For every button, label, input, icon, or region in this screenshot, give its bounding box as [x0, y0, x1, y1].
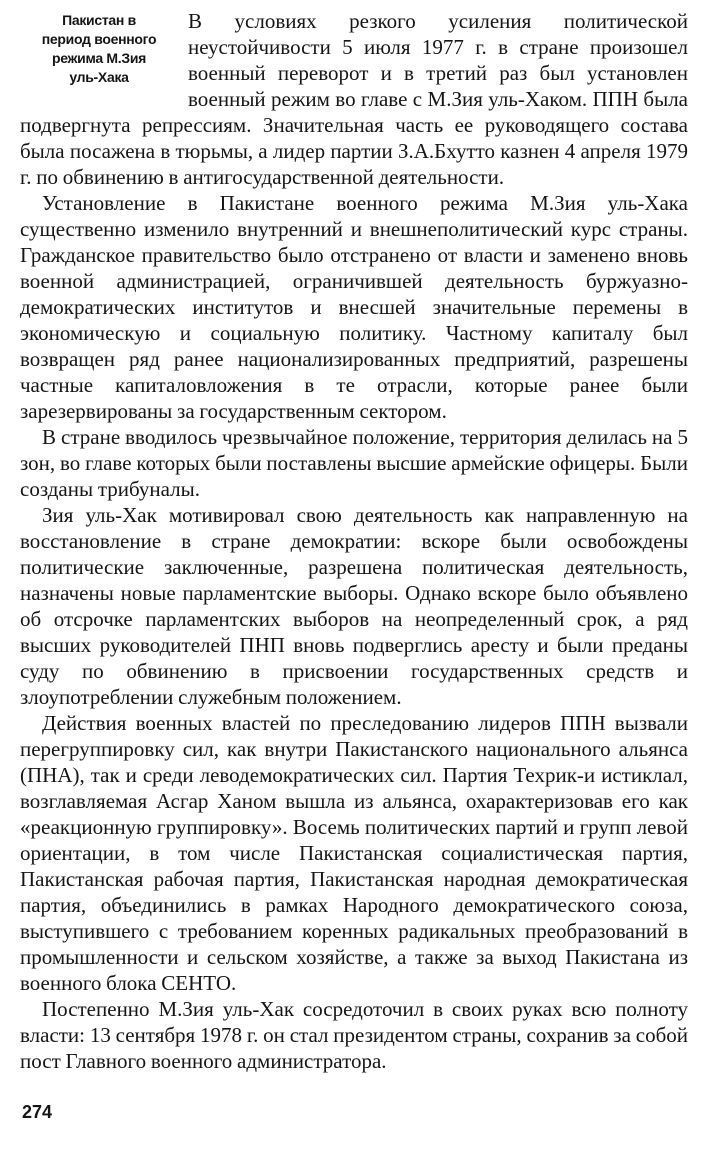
- page-body: [20, 8, 688, 1074]
- margin-heading-line: Пакистан в: [62, 12, 136, 28]
- page-number: 274: [22, 1102, 53, 1122]
- margin-heading-line: период военного: [41, 31, 157, 47]
- paragraph: Действия военных властей по преследованию лидеров ППН вызвали перегруппировку сил, как внутри Пакистанского национального альянса (ПНА), так и среди леводемократических сил. Партия Техрик-и истиклал, возглавляемая Асгар Ханом вышла из альянса, охарактеризовав его как «реакционную группировку». Восемь политических партий и групп левой ориентации, в том числе Пакистанская социалистическая партия, Пакистанская рабочая партия, Пакистанская народная демократическая партия, объединились в рамках Народного демократического союза, выступившего с требованием коренных радикальных преобразований в промышленности и сельском хозяйстве, а также за выход Пакистана из военного блока СЕНТО.: [20, 711, 688, 995]
- paragraph: Постепенно М.Зия уль-Хак сосредоточил в своих руках всю полноту власти: 13 сентября 1978 г. он стал президентом страны, сохранив за собой пост Главного военного администратора.: [20, 997, 688, 1073]
- paragraph: В стране вводилось чрезвычайное положение, территория делилась на 5 зон, во главе которых были поставлены высшие армейские офицеры. Были созданы трибуналы.: [20, 425, 688, 501]
- margin-heading: [24, 11, 174, 87]
- margin-heading-line: уль-Хака: [69, 69, 129, 85]
- paragraph: Зия уль-Хак мотивировал свою деятельность как направленную на восстановление в стране демократии: вскоре были освобождены политические заключенные, разрешена политическая деятельность, назначены новые парламентские выборы. Однако вскоре было объявлено об отсрочке парламентских выборов на неопределенный срок, а ряд высших руководителей ПНП вновь подверглись аресту и были преданы суду по обвинению в присвоении государственных средств и злоупотреблении служебным положением.: [20, 503, 688, 709]
- paragraph: Установление в Пакистане военного режима М.Зия уль-Хака существенно изменило внутренний и внешнеполитический курс страны. Гражданское правительство было отстранено от власти и заменено вновь военной администрацией, ограничившей деятельность буржуазно-демократических институтов и внесшей значительные перемены в экономическую и социальную политику. Частному капиталу был возвращен ряд ранее национализированных предприятий, разрешены частные капиталовложения в те отрасли, которые ранее были зарезервированы за государственным сектором.: [20, 191, 688, 423]
- paragraph: В условиях резкого усиления политической неустойчивости 5 июля 1977 г. в стране произошел военный переворот и в третий раз был установлен военный режим во главе с М.Зия уль-Хаком. ППН была подвергнута репрессиям. Значительная часть ее руководящего состава была посажена в тюрьмы, а лидер партии З.А.Бхутто казнен 4 апреля 1979 г. по обвинению в антигосударственной деятельности.: [20, 9, 688, 189]
- margin-heading-line: режима М.Зия: [51, 50, 147, 66]
